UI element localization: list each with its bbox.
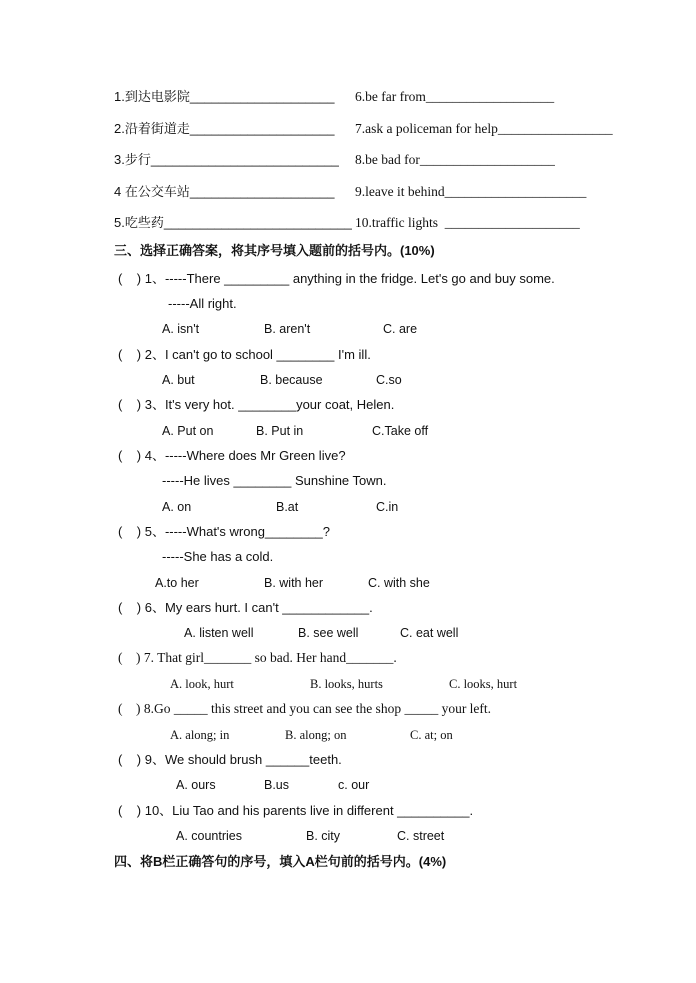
section-4-title: 四、将B栏正确答句的序号，填入A栏句前的括号内。(4%) — [114, 854, 447, 869]
question-3-stem: ( ) 3、It's very hot. ________your coat, Helen. — [118, 397, 395, 412]
vocab-left-2: 2.沿着街道走____________________ — [114, 121, 335, 136]
question-10-stem: ( ) 10、Liu Tao and his parents live in different __________. — [118, 803, 474, 818]
vocab-left-5: 5.吃些药__________________________ — [114, 215, 352, 230]
question-8-option-c: C. at; on — [410, 728, 453, 742]
question-9-stem: ( ) 9、We should brush ______teeth. — [118, 752, 342, 767]
question-3-option-a: A. Put on — [162, 424, 214, 438]
vocab-right-9: 9.leave it behind_____________________ — [355, 184, 587, 199]
question-1-option-c: C. are — [383, 322, 418, 336]
vocab-right-7: 7.ask a policeman for help_________________ — [355, 121, 613, 136]
question-4-option-a: A. on — [162, 500, 192, 514]
question-9-option-c: c. our — [338, 778, 370, 792]
question-2-option-c: C.so — [376, 373, 402, 387]
vocab-right-8: 8.be bad for____________________ — [355, 152, 555, 167]
vocab-right-10: 10.traffic lights ____________________ — [355, 215, 580, 230]
question-7-option-b: B. looks, hurts — [310, 677, 383, 691]
question-4-option-b: B.at — [276, 500, 299, 514]
question-10-option-c: C. street — [397, 829, 445, 843]
question-7-option-c: C. looks, hurt — [449, 677, 518, 691]
question-1-option-b: B. aren't — [264, 322, 311, 336]
question-6-option-a: A. listen well — [184, 626, 254, 640]
question-7-option-a: A. look, hurt — [170, 677, 234, 691]
question-5-option-a: A.to her — [155, 576, 199, 590]
question-3-option-c: C.Take off — [372, 424, 429, 438]
question-5-extra: -----She has a cold. — [162, 549, 274, 564]
question-5-option-c: C. with she — [368, 576, 430, 590]
question-4-stem: ( ) 4、-----Where does Mr Green live? — [118, 448, 346, 463]
question-1-extra: -----All right. — [168, 296, 237, 311]
question-2-option-b: B. because — [260, 373, 323, 387]
vocab-left-3: 3.步行__________________________ — [114, 152, 339, 167]
question-9-option-a: A. ours — [176, 778, 216, 792]
vocab-left-4: 4 在公交车站____________________ — [114, 184, 335, 199]
vocab-left-1: 1.到达电影院____________________ — [114, 89, 335, 104]
question-9-option-b: B.us — [264, 778, 290, 792]
question-4-extra: -----He lives ________ Sunshine Town. — [162, 473, 387, 488]
question-8-option-b: B. along; on — [285, 728, 347, 742]
section-3-title: 三、选择正确答案，将其序号填入题前的括号内。(10%) — [114, 243, 435, 258]
question-1-option-a: A. isn't — [162, 322, 200, 336]
question-6-option-c: C. eat well — [400, 626, 459, 640]
question-8-option-a: A. along; in — [170, 728, 230, 742]
question-4-option-c: C.in — [376, 500, 399, 514]
question-3-option-b: B. Put in — [256, 424, 304, 438]
question-6-option-b: B. see well — [298, 626, 359, 640]
question-6-stem: ( ) 6、My ears hurt. I can't ____________. — [118, 600, 373, 615]
vocab-right-6: 6.be far from___________________ — [355, 89, 555, 104]
question-1-stem: ( ) 1、-----There _________ anything in the fridge. Let's go and buy some. — [118, 271, 555, 286]
question-5-stem: ( ) 5、-----What's wrong________? — [118, 524, 331, 539]
question-8-stem: ( ) 8.Go _____ this street and you can see the shop _____ your left. — [118, 701, 492, 716]
question-10-option-b: B. city — [306, 829, 341, 843]
question-7-stem: ( ) 7. That girl_______ so bad. Her hand_______. — [118, 650, 397, 665]
question-2-stem: ( ) 2、I can't go to school ________ I'm ill. — [118, 347, 371, 362]
question-5-option-b: B. with her — [264, 576, 324, 590]
question-2-option-a: A. but — [162, 373, 195, 387]
question-10-option-a: A. countries — [176, 829, 243, 843]
